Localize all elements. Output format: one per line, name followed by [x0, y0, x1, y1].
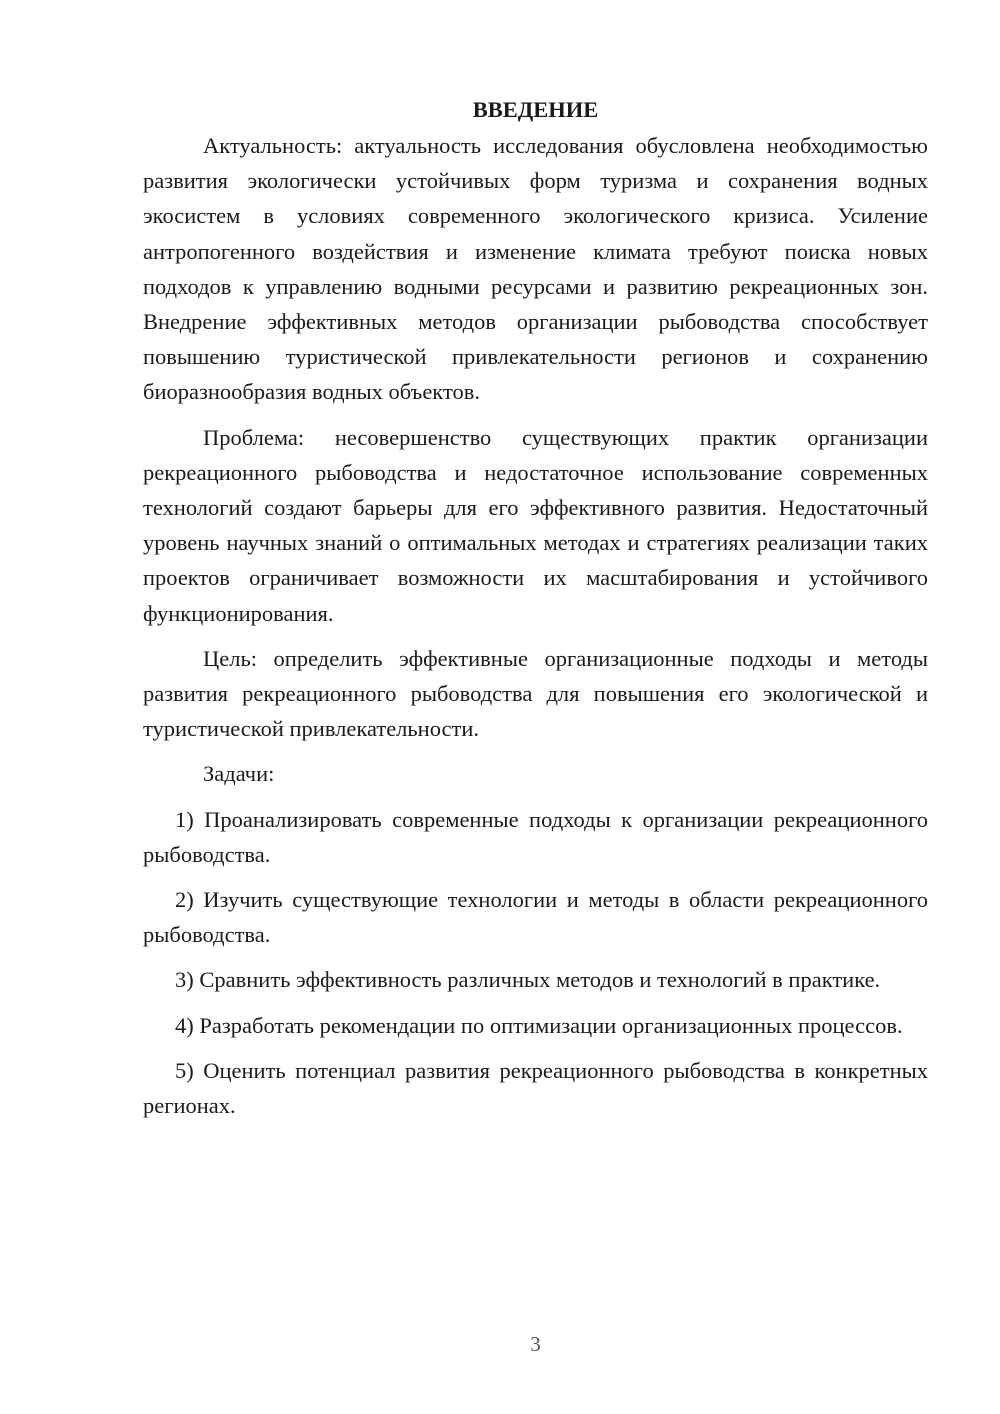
paragraph-problem: Проблема: несовершенство существующих практик организации рекреационного рыбоводства и недостаточное использование современных технологий создают барьеры для его эффективного развития. Недостаточный уровень научных знаний о оптимальных методах и стратегиях реализации таких проектов ограничивает возможности их масштабирования и устойчивого функционирования.	[143, 424, 928, 626]
task-item-3: 3) Сравнить эффективность различных методов и технологий в практике.	[175, 967, 881, 993]
task-item-1: 1) Проанализировать современные подходы к организации рекреационного рыбоводства.	[143, 806, 928, 867]
task-item-4: 4) Разработать рекомендации по оптимизации организационных процессов.	[175, 1012, 903, 1038]
section-heading: ВВЕДЕНИЕ	[472, 97, 599, 122]
task-item-2: 2) Изучить существующие технологии и методы в области рекреационного рыбоводства.	[143, 887, 928, 948]
page-number: 3	[530, 1332, 541, 1356]
document-page	[143, 92, 928, 1133]
tasks-label: Задачи:	[203, 761, 275, 787]
paragraph-relevance: Актуальность: актуальность исследования обусловлена необходимостью развития экологически устойчивых форм туризма и сохранения водных экосистем в условиях современного экологического кризиса. Усиление антропогенного воздействия и изменение климата требуют поиска новых подходов к управлению водными ресурсами и развитию рекреационных зон. Внедрение эффективных методов организации рыбоводства способствует повышению туристической привлекательности регионов и сохранению биоразнообразия водных объектов.	[143, 133, 928, 405]
task-item-5: 5) Оценить потенциал развития рекреационного рыбоводства в конкретных регионах.	[143, 1057, 928, 1119]
paragraph-goal: Цель: определить эффективные организационные подходы и методы развития рекреационного рыбоводства для повышения его экологической и туристической привлекательности.	[143, 645, 928, 742]
